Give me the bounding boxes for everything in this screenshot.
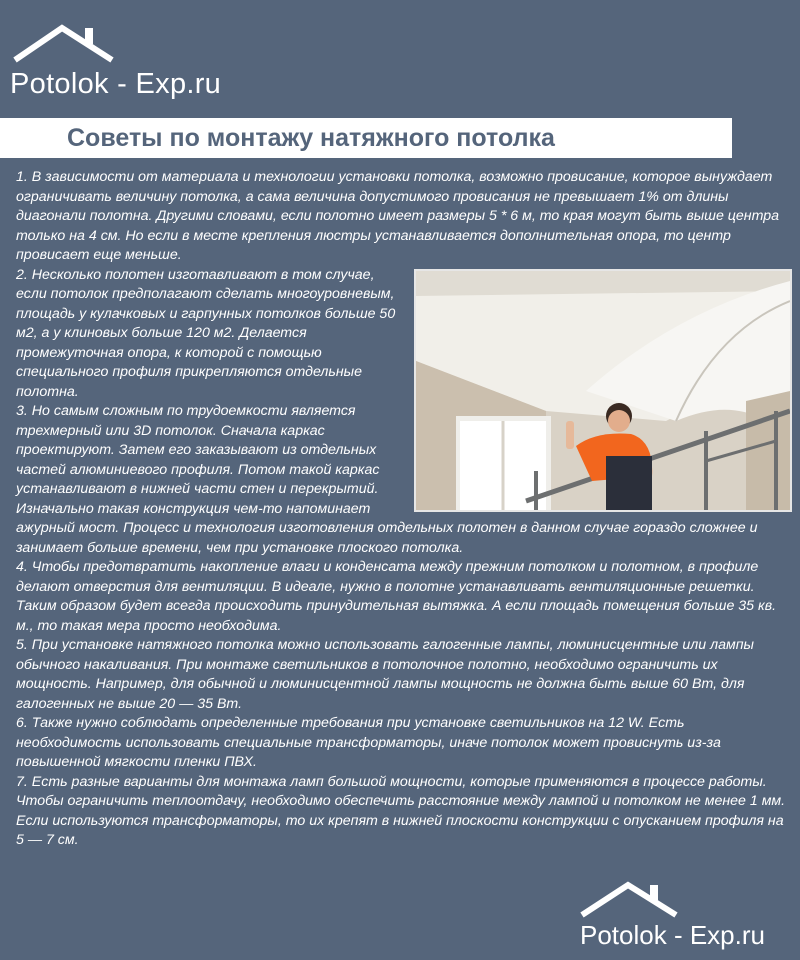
watermark-site-name: Potolok - Exp.ru bbox=[580, 920, 765, 950]
site-logo[interactable] bbox=[10, 22, 220, 104]
ceiling-installation-photo bbox=[414, 269, 792, 512]
paragraph-6: 6. Также нужно соблюдать определенные требования при установке светильников на 12 W. Есть необходимость использовать специальные трансформаторы, иначе потолок может провиснуть из-за повышенной мягкости пленки ПВХ. bbox=[16, 715, 721, 770]
site-name: Potolok - Exp.ru bbox=[10, 68, 222, 100]
watermark-logo bbox=[578, 880, 793, 956]
paragraph-7: 7. Есть разные варианты для монтажа ламп большой мощности, которые применяются в процессе работы. Чтобы ограничить теплоотдачу, необходимо обеспечить расстояние между лампой и потолком не менее 1 мм. Если используются трансформаторы, то их крепят в нижней плоскости конструкции с опусканием профиля на 5 — 7 см. bbox=[16, 773, 786, 848]
house-roof-icon bbox=[578, 880, 682, 920]
paragraph-1: 1. В зависимости от материала и технологии установки потолка, возможно провисание, которое вынуждает ограничивать величину потолка, а сама величина допустимого провисания не превышает 1% от длины диагонали полотна. Другими словами, если полотно имеет размеры 5 * 6 м, то края могут быть выше центра только на 4 см. Но если в месте крепления люстры устанавливается дополнительная опора, то центр провисает еще меньше. bbox=[16, 169, 780, 263]
paragraph-4: 4. Чтобы предотвратить накопление влаги и конденсата между прежним потолком и полотном, в профиле делают отверстия для вентиляции. В идеале, нужно в полотне устанавливать вентиляционные решетки. Таким образом будет всегда происходить принудительная вытяжка. А если площадь помещения больше 35 кв. м., то такая мера просто необходима. bbox=[16, 559, 777, 634]
article-body bbox=[16, 168, 792, 851]
paragraph-5: 5. При установке натяжного потолка можно использовать галогенные лампы, люминисцентные или лампы обычного накаливания. При монтаже светильников в потолочное полотно, необходимо ограничить их мощность. Например, для обычной и люминисцентной лампы мощность не должна быть выше 60 Вт, для галогенных не выше 20 — 35 Вт. bbox=[16, 637, 754, 712]
house-roof-icon bbox=[10, 22, 120, 66]
title-bar bbox=[0, 118, 732, 158]
paragraph-2: 2. Несколько полотен изготавливают в том случае, если потолок предполагают сделать многоуровневым, площадь у кулачковых и гарпунных потолков больше 50 м2, а у клиновых больше 120 м2. Делается промежуточная опора, к которой с помощью специального профиля прикрепляются отдельные полотна. bbox=[16, 266, 396, 400]
paragraph-3: 3. Но самым сложным по трудоемкости является трехмерный или 3D потолок. Сначала каркас проектируют. Затем его заказывают из отдельных частей алюминиевого профиля. Потом такой каркас устанавливают в нижней части стен и перекрытий. Изначально такая конструкция чем-то напоминает ажурный мост. Процесс и технология изготовления отдельных полотен в данном случае гораздо сложнее и занимает больше времени, чем при установке плоского потолка. bbox=[16, 403, 758, 556]
page-title: Советы по монтажу натяжного потолка bbox=[67, 124, 555, 152]
photo-illustration bbox=[416, 271, 790, 510]
